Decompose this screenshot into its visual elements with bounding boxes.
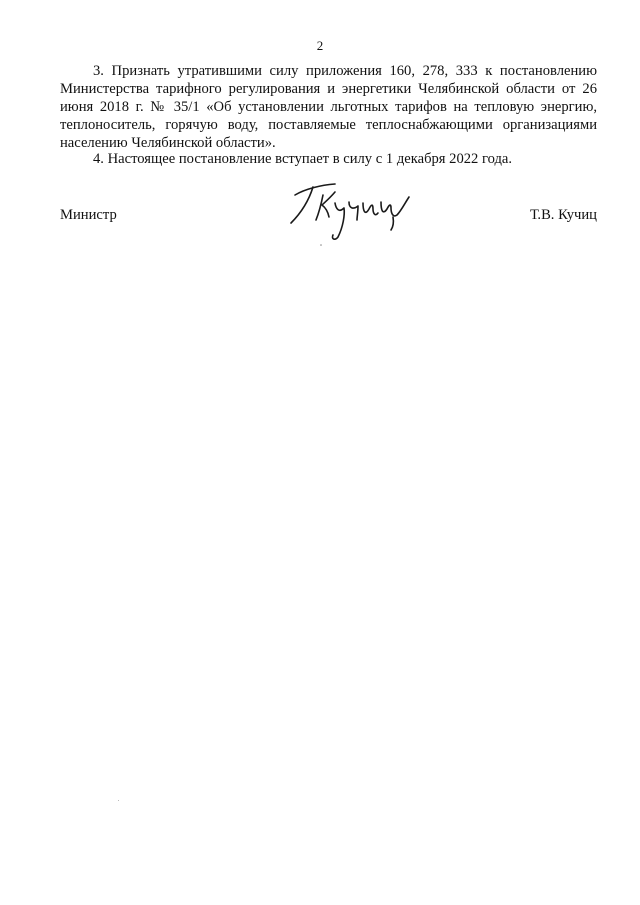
paragraph-item-3: 3. Признать утратившими силу приложения 160, 278, 333 к постановлению Министерства тарифного регулирования и энергетики Челябинской области от 26 июня 2018 г. № 35/1 «Об установлении льготных тарифов на тепловую энергию, теплоноситель, горячую воду, поставляемые теплоснабжающими организациями населению Челябинской области». <box>60 63 597 151</box>
paragraph-item-4: 4. Настоящее постановление вступает в силу с 1 декабря 2022 года. <box>93 151 513 167</box>
handwritten-signature <box>283 175 423 255</box>
scan-speck <box>118 800 119 801</box>
page-number: 2 <box>316 38 324 53</box>
signer-name: Т.В. Кучиц <box>529 207 597 223</box>
signer-title: Министр <box>60 207 117 223</box>
